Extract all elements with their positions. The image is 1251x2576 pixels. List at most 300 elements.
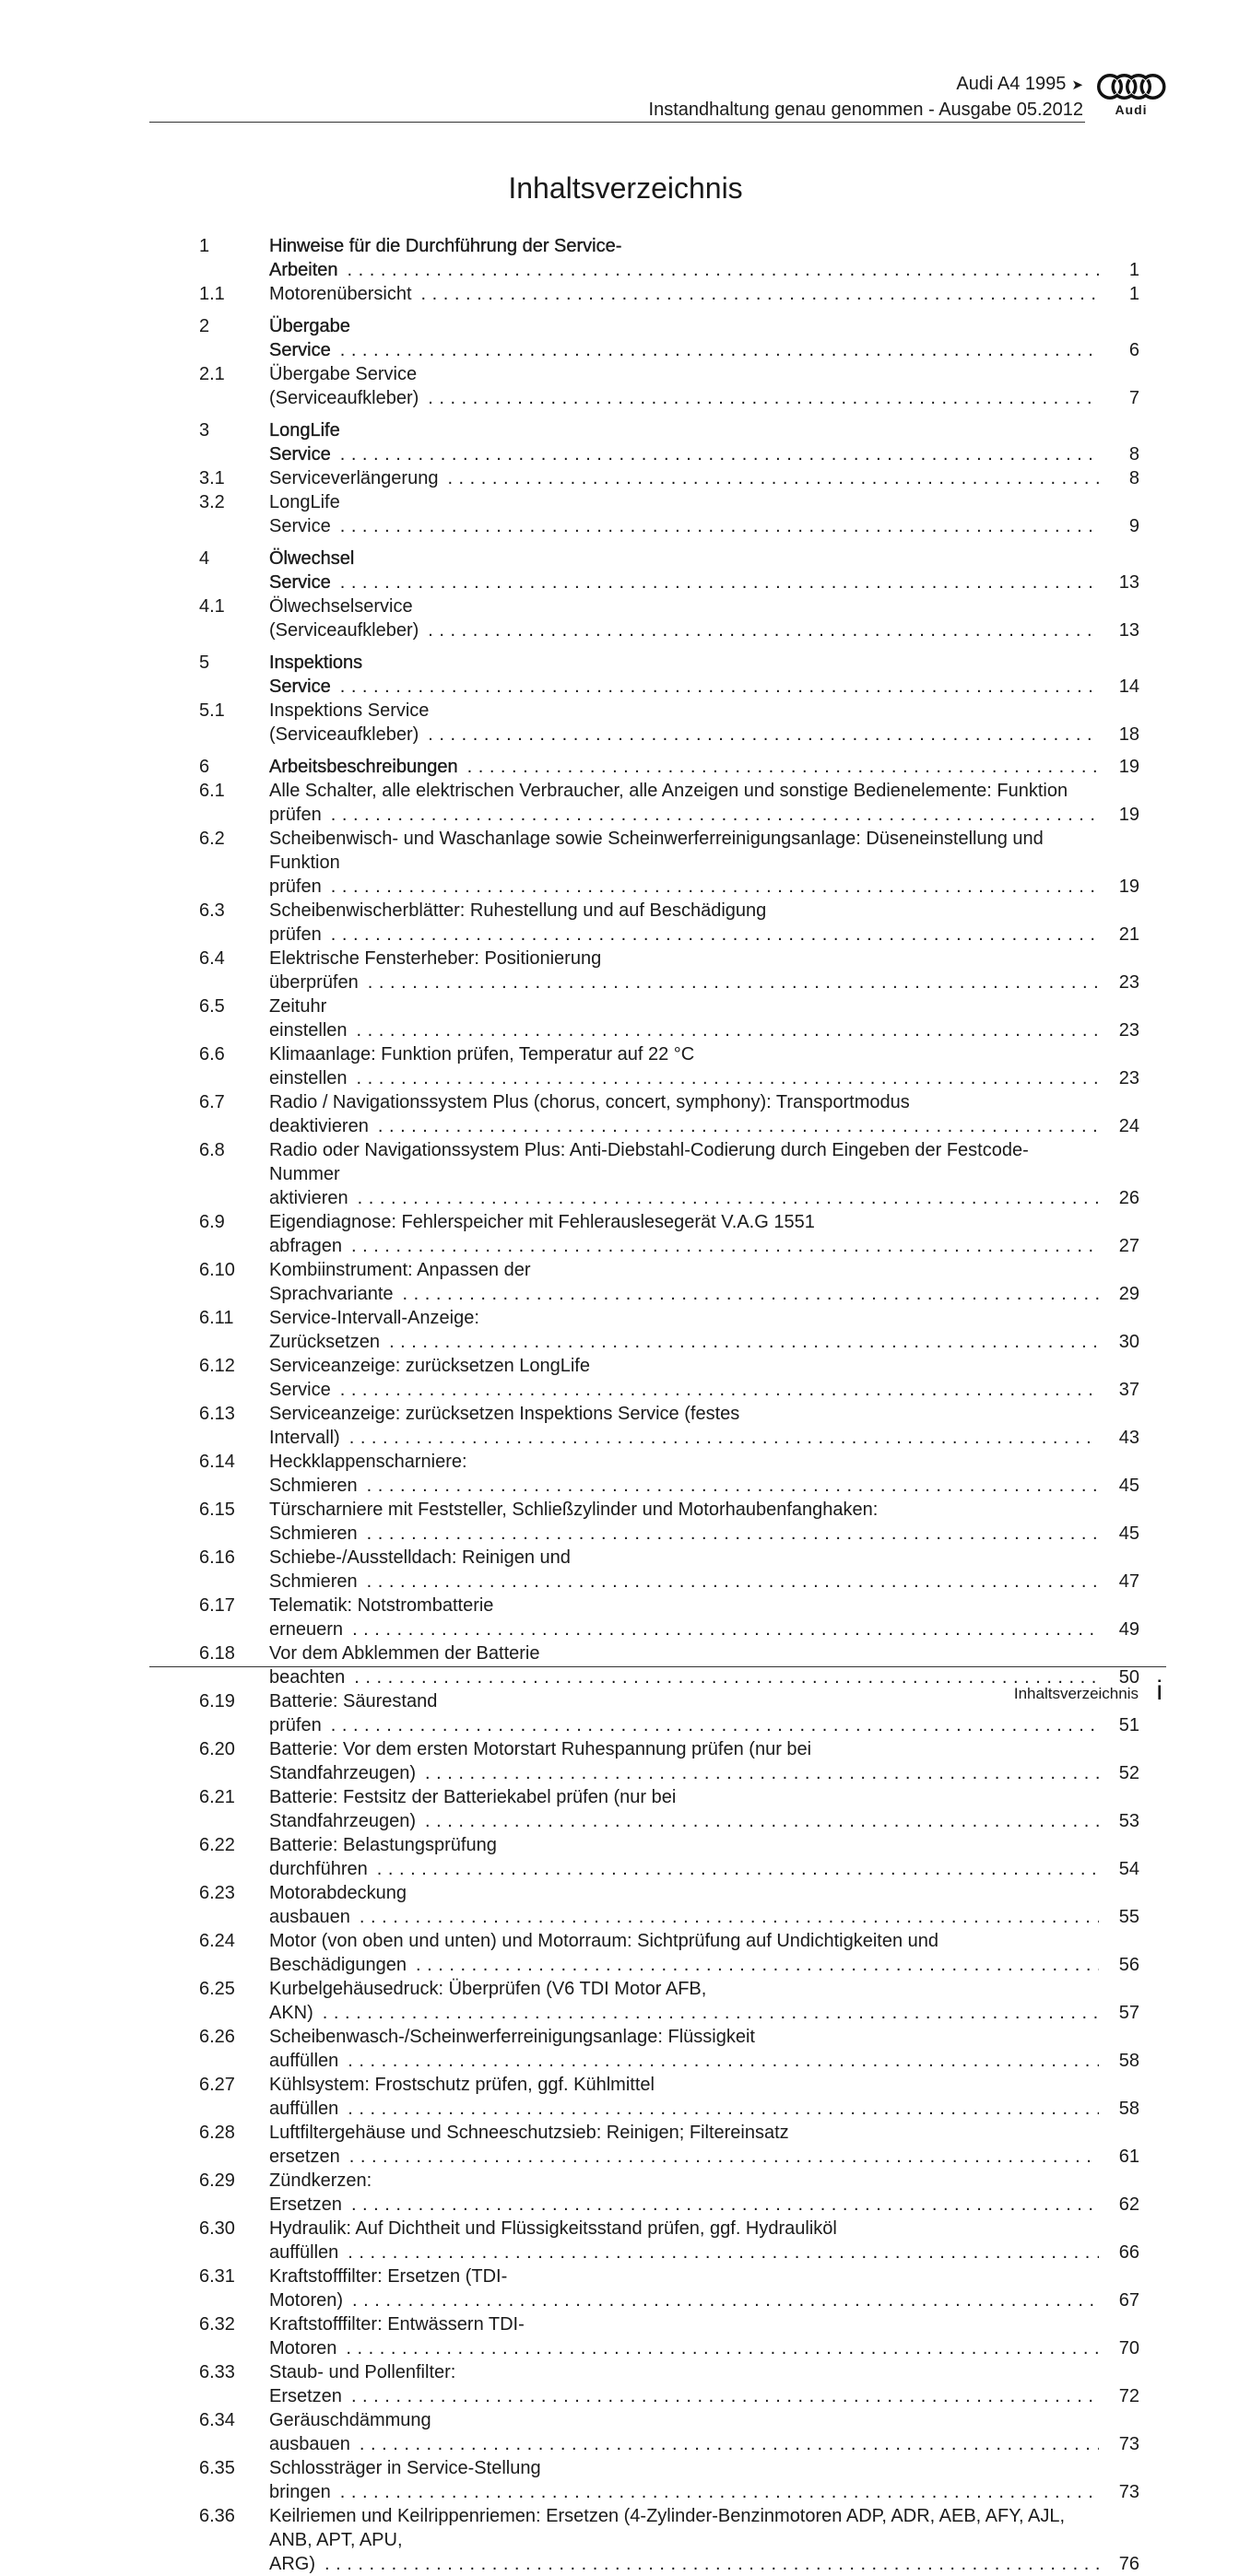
footer-label: Inhaltsverzeichnis — [1013, 1685, 1139, 1702]
toc-entry-number: 6.26 — [199, 2027, 235, 2047]
toc-entry-title-text: Schiebe-/Ausstelldach: Reinigen und Schmieren — [269, 1547, 571, 1592]
toc-entry[interactable] — [199, 466, 1139, 490]
toc-entry[interactable] — [199, 994, 1139, 1042]
toc-entry-body — [269, 2312, 1139, 2360]
toc-entry-body — [269, 651, 1139, 699]
toc-entry-title — [269, 1306, 1099, 1354]
toc-entry-number: 2 — [199, 316, 210, 336]
toc-entry-title-text: Zeituhr einstellen — [269, 996, 348, 1041]
page-title: Inhaltsverzeichnis — [508, 171, 743, 205]
toc-entry-body — [269, 1833, 1139, 1881]
toc-entry-number: 6.1 — [199, 781, 225, 801]
toc-entry-page: 1 — [1128, 284, 1139, 304]
toc-entry-number: 5 — [199, 653, 210, 673]
toc-entry-title — [269, 1546, 1099, 1594]
toc-entry-number: 6.30 — [199, 2218, 235, 2239]
toc-entry-number: 6 — [199, 757, 210, 777]
toc-entry-body — [269, 1641, 1139, 1689]
toc-entry-title-text: Motorenübersicht — [269, 284, 412, 304]
toc-entry-title-text: Kühlsystem: Frostschutz prüfen, ggf. Kühlmittel auffüllen — [269, 2075, 655, 2119]
toc-entry-number: 4 — [199, 548, 210, 569]
toc-entry-number: 6.3 — [199, 900, 225, 921]
toc-entry-title-text: Batterie: Vor dem ersten Motorstart Ruhespannung prüfen (nur bei Standfahrzeugen) — [269, 1739, 812, 1783]
toc-entry[interactable] — [199, 1977, 1139, 2025]
toc-entry-body — [269, 1210, 1139, 1258]
toc-entry[interactable] — [199, 1737, 1139, 1785]
toc-entry-number: 6.29 — [199, 2170, 235, 2191]
toc-entry-body — [269, 827, 1139, 899]
toc-entry-number: 6.16 — [199, 1547, 235, 1568]
toc-entry-title-text: Serviceanzeige: zurücksetzen LongLife Service — [269, 1356, 590, 1400]
toc-entry-body — [269, 1785, 1139, 1833]
toc-entry-title-text: Hydraulik: Auf Dichtheit und Flüssigkeitsstand prüfen, ggf. Hydrauliköl auffüllen — [269, 2218, 837, 2263]
toc-entry-body — [269, 282, 1139, 306]
toc-entry-number: 6.22 — [199, 1835, 235, 1855]
toc-entry-number: 6.9 — [199, 1212, 225, 1232]
toc-entry-number: 6.35 — [199, 2458, 235, 2478]
toc-entry-page: 21 — [1118, 924, 1139, 945]
header-model: Audi A4 1995 — [956, 74, 1067, 94]
toc-entry-page: 57 — [1118, 2003, 1139, 2023]
toc-entry-body — [269, 234, 1139, 282]
toc-entry-title — [269, 490, 1099, 538]
toc-entry-body — [269, 2169, 1139, 2217]
toc-entry-body — [269, 594, 1139, 642]
toc-entry-number: 6.13 — [199, 1404, 235, 1424]
toc-entry-title — [269, 994, 1099, 1042]
toc-entry-number: 6.4 — [199, 948, 225, 969]
toc-entry-page: 70 — [1118, 2338, 1139, 2358]
toc-entry-title-text: Übergabe Service (Serviceaufkleber) — [269, 364, 419, 408]
toc-entry-number: 6.21 — [199, 1787, 235, 1807]
toc-entry[interactable] — [199, 1833, 1139, 1881]
toc-entry-title-text: Batterie: Festsitz der Batteriekabel prüfen (nur bei Standfahrzeugen) — [269, 1787, 677, 1831]
toc-entry-title-text: Inspektions Service — [269, 653, 363, 697]
toc-entry-body — [269, 1258, 1139, 1306]
toc-entry-title-text: Alle Schalter, alle elektrischen Verbraucher, alle Anzeigen und sonstige Bedienelemente: Funktion prüfen — [269, 781, 1068, 825]
toc-entry-title-text: Serviceanzeige: zurücksetzen Inspektions Service (festes Intervall) — [269, 1404, 740, 1448]
toc-entry-number: 6.20 — [199, 1739, 235, 1759]
toc-entry-number: 6.33 — [199, 2362, 235, 2382]
toc-entry[interactable] — [199, 1641, 1139, 1689]
toc-entry-title-text: Ölwechsel Service — [269, 548, 355, 593]
toc-entry-number: 6.5 — [199, 996, 225, 1017]
toc-entry-body — [269, 1881, 1139, 1929]
toc-entry-title — [269, 651, 1099, 699]
toc-entry-page: 7 — [1128, 388, 1139, 408]
toc-entry-body — [269, 699, 1139, 747]
toc-entry[interactable] — [199, 1785, 1139, 1833]
toc-entry-title-text: LongLife Service — [269, 492, 340, 536]
toc-entry-title-text: Serviceverlängerung — [269, 468, 439, 488]
toc-entry[interactable] — [199, 2312, 1139, 2360]
toc-entry-page: 23 — [1118, 1020, 1139, 1041]
header-subtitle: Instandhaltung genau genommen - Ausgabe 05.2012 — [648, 100, 1083, 120]
toc-entry-number: 6.12 — [199, 1356, 235, 1376]
toc-entry-title-text: Geräuschdämmung ausbauen — [269, 2410, 431, 2454]
toc-entry[interactable] — [199, 755, 1139, 779]
toc-entry[interactable] — [199, 2073, 1139, 2121]
toc-entry-body — [269, 2408, 1139, 2456]
toc-entry-title-text: Hinweise für die Durchführung der Service-Arbeiten — [269, 236, 622, 280]
toc-entry-number: 3 — [199, 420, 210, 441]
toc-entry[interactable] — [199, 1929, 1139, 1977]
toc-entry-body — [269, 1042, 1139, 1090]
toc-entry-title — [269, 2408, 1099, 2456]
toc-entry-number: 6.15 — [199, 1500, 235, 1520]
toc-entry-number: 6.10 — [199, 1260, 235, 1280]
toc-entry-page: 6 — [1128, 340, 1139, 360]
toc-entry[interactable] — [199, 1042, 1139, 1090]
toc-entry-page: 58 — [1118, 2099, 1139, 2119]
header-divider — [149, 122, 1085, 123]
toc-entry-number: 1 — [199, 236, 210, 256]
toc-entry-body — [269, 2264, 1139, 2312]
toc-entry-number: 4.1 — [199, 596, 225, 617]
toc-entry-page: 19 — [1118, 805, 1139, 825]
toc-entry-page: 23 — [1118, 972, 1139, 993]
toc-entry-title — [269, 827, 1099, 899]
toc-entry-title — [269, 947, 1099, 994]
toc-entry-number: 6.36 — [199, 2506, 235, 2526]
footer-page-number: i — [1156, 1676, 1162, 1706]
toc-entry[interactable] — [199, 282, 1139, 306]
table-of-contents — [199, 234, 1139, 2576]
toc-entry-title-text: LongLife Service — [269, 420, 340, 465]
toc-entry-body — [269, 1689, 1139, 1737]
toc-entry-page: 62 — [1118, 2194, 1139, 2215]
toc-entry[interactable] — [199, 2408, 1139, 2456]
toc-entry-title-text: Übergabe Service — [269, 316, 350, 360]
toc-entry-body — [269, 994, 1139, 1042]
toc-entry-title-text: Keilriemen und Keilrippenriemen: Ersetzen (4-Zylinder-Benzinmotoren ADP, ADR, AEB, AFY, AJL, ANB, APT, APU, ARG) — [269, 2506, 1066, 2574]
toc-entry-body — [269, 755, 1139, 779]
toc-entry-title — [269, 1689, 1099, 1737]
toc-entry-page: 61 — [1118, 2147, 1139, 2167]
toc-entry-title-text: Scheibenwasch-/Scheinwerferreinigungsanlage: Flüssigkeit auffüllen — [269, 2027, 755, 2071]
toc-entry[interactable] — [199, 1881, 1139, 1929]
page-header — [149, 70, 1166, 125]
toc-entry-number: 6.27 — [199, 2075, 235, 2095]
toc-entry-body — [269, 1546, 1139, 1594]
toc-entry-title — [269, 779, 1099, 827]
toc-entry-title-text: Service-Intervall-Anzeige: Zurücksetzen — [269, 1308, 479, 1352]
toc-entry-title-text: Heckklappenscharniere: Schmieren — [269, 1452, 467, 1496]
toc-entry-number: 6.7 — [199, 1092, 225, 1112]
toc-entry-page: 19 — [1118, 757, 1139, 777]
toc-entry-number: 6.14 — [199, 1452, 235, 1472]
toc-entry-title — [269, 899, 1099, 947]
toc-entry-title — [269, 1641, 1099, 1689]
toc-entry-body — [269, 490, 1139, 538]
toc-entry-title — [269, 2121, 1099, 2169]
toc-entry-title — [269, 2456, 1099, 2504]
toc-entry-body — [269, 2121, 1139, 2169]
toc-entry-page: 37 — [1118, 1380, 1139, 1400]
toc-entry-title — [269, 1090, 1099, 1138]
toc-entry-number: 6.31 — [199, 2266, 235, 2287]
toc-entry[interactable] — [199, 2504, 1139, 2576]
toc-entry-number: 3.2 — [199, 492, 225, 512]
toc-entry[interactable] — [199, 1689, 1139, 1737]
toc-entry-body — [269, 2217, 1139, 2264]
toc-entry-title-text: Radio / Navigationssystem Plus (chorus, concert, symphony): Transportmodus deaktivieren — [269, 1092, 910, 1136]
toc-entry-title — [269, 2169, 1099, 2217]
toc-entry-title — [269, 1929, 1099, 1977]
toc-entry[interactable] — [199, 899, 1139, 947]
toc-entry[interactable] — [199, 2217, 1139, 2264]
toc-entry-page: 19 — [1118, 876, 1139, 897]
toc-entry[interactable] — [199, 1138, 1139, 1210]
toc-entry-page: 76 — [1118, 2554, 1139, 2574]
toc-entry-title — [269, 2025, 1099, 2073]
toc-entry-page: 55 — [1118, 1907, 1139, 1927]
toc-entry-page: 8 — [1128, 444, 1139, 465]
toc-entry-title — [269, 1977, 1099, 2025]
toc-entry-title-text: Batterie: Säurestand prüfen — [269, 1691, 438, 1735]
toc-entry-page: 47 — [1118, 1571, 1139, 1592]
logo-wordmark: Audi — [1115, 102, 1148, 117]
toc-entry-body — [269, 947, 1139, 994]
toc-entry-page: 51 — [1118, 1715, 1139, 1735]
toc-entry-title — [269, 466, 1099, 490]
header-text-block — [649, 72, 1083, 123]
toc-entry-page: 49 — [1118, 1619, 1139, 1640]
toc-entry[interactable] — [199, 1354, 1139, 1402]
toc-entry-title-text: Staub- und Pollenfilter: Ersetzen — [269, 2362, 456, 2406]
toc-entry-title-text: Kombiinstrument: Anpassen der Sprachvariante — [269, 1260, 531, 1304]
toc-entry-page: 45 — [1118, 1523, 1139, 1544]
toc-entry-page: 54 — [1118, 1859, 1139, 1879]
toc-entry-body — [269, 1306, 1139, 1354]
toc-entry-body — [269, 899, 1139, 947]
toc-entry-title — [269, 1138, 1099, 1210]
toc-entry[interactable] — [199, 234, 1139, 282]
toc-entry-body — [269, 779, 1139, 827]
toc-entry-page: 45 — [1118, 1476, 1139, 1496]
toc-entry-title-text: Batterie: Belastungsprüfung durchführen — [269, 1835, 497, 1879]
toc-entry-title — [269, 755, 1099, 779]
toc-entry-title-text: Kraftstofffilter: Entwässern TDI-Motoren — [269, 2314, 525, 2358]
toc-entry-title — [269, 1402, 1099, 1450]
toc-entry-page: 1 — [1128, 260, 1139, 280]
toc-entry-body — [269, 418, 1139, 466]
toc-entry-number: 6.25 — [199, 1979, 235, 1999]
toc-entry-number: 6.18 — [199, 1643, 235, 1664]
toc-entry[interactable] — [199, 2025, 1139, 2073]
toc-entry[interactable] — [199, 547, 1139, 594]
audi-rings-icon — [1096, 72, 1166, 101]
toc-entry-body — [269, 1929, 1139, 1977]
toc-entry[interactable] — [199, 2121, 1139, 2169]
toc-entry[interactable] — [199, 2456, 1139, 2504]
toc-entry-page: 9 — [1128, 516, 1139, 536]
toc-entry-body — [269, 466, 1139, 490]
toc-entry-page: 14 — [1118, 676, 1139, 697]
toc-entry-title — [269, 314, 1099, 362]
toc-entry-page: 24 — [1118, 1116, 1139, 1136]
toc-entry-body — [269, 2504, 1139, 2576]
toc-entry-page: 18 — [1118, 724, 1139, 745]
toc-entry-title — [269, 1737, 1099, 1785]
toc-entry-title — [269, 1354, 1099, 1402]
toc-entry-body — [269, 1594, 1139, 1641]
toc-entry-page: 30 — [1118, 1332, 1139, 1352]
toc-entry-title-text: Motorabdeckung ausbauen — [269, 1883, 407, 1927]
toc-entry-title-text: Telematik: Notstrombatterie erneuern — [269, 1595, 494, 1640]
toc-entry-number: 6.17 — [199, 1595, 235, 1616]
toc-entry[interactable] — [199, 651, 1139, 699]
toc-entry-body — [269, 2073, 1139, 2121]
toc-entry-body — [269, 2456, 1139, 2504]
toc-entry-body — [269, 1498, 1139, 1546]
toc-entry[interactable] — [199, 779, 1139, 827]
toc-entry-title — [269, 2217, 1099, 2264]
toc-entry-page: 67 — [1118, 2290, 1139, 2311]
toc-entry-title-text: Radio oder Navigationssystem Plus: Anti-Diebstahl-Codierung durch Eingeben der Festcode-Nummer aktivieren — [269, 1140, 1029, 1208]
toc-entry-title — [269, 2360, 1099, 2408]
toc-entry-title — [269, 282, 1099, 306]
toc-entry-title-text: Scheibenwisch- und Waschanlage sowie Scheinwerferreinigungsanlage: Düseneinstellung und Funktion prüfen — [269, 829, 1044, 897]
toc-entry-body — [269, 1090, 1139, 1138]
toc-entry[interactable] — [199, 1402, 1139, 1450]
toc-entry-title — [269, 1785, 1099, 1833]
toc-entry[interactable] — [199, 362, 1139, 410]
toc-entry[interactable] — [199, 2264, 1139, 2312]
toc-entry-title-text: Kurbelgehäusedruck: Überprüfen (V6 TDI Motor AFB, AKN) — [269, 1979, 707, 2023]
toc-entry[interactable] — [199, 1594, 1139, 1641]
toc-entry-title — [269, 2073, 1099, 2121]
toc-entry-number: 1.1 — [199, 284, 225, 304]
toc-entry-body — [269, 1354, 1139, 1402]
toc-entry-page: 58 — [1118, 2051, 1139, 2071]
toc-entry-page: 23 — [1118, 1068, 1139, 1088]
toc-entry-title-text: Motor (von oben und unten) und Motorraum: Sichtprüfung auf Undichtigkeiten und Beschädigungen — [269, 1931, 938, 1975]
toc-entry-page: 56 — [1118, 1955, 1139, 1975]
toc-entry-number: 6.11 — [199, 1308, 234, 1328]
toc-entry[interactable] — [199, 2169, 1139, 2217]
toc-entry-title-text: Vor dem Abklemmen der Batterie beachten — [269, 1643, 540, 1688]
toc-entry[interactable] — [199, 1306, 1139, 1354]
toc-entry-title — [269, 362, 1099, 410]
toc-entry-number: 6.6 — [199, 1044, 225, 1065]
toc-entry-body — [269, 362, 1139, 410]
toc-entry-title-text: Türscharniere mit Feststeller, Schließzylinder und Motorhaubenfanghaken: Schmieren — [269, 1500, 879, 1544]
toc-entry-body — [269, 1450, 1139, 1498]
toc-entry-page: 50 — [1118, 1667, 1139, 1688]
toc-entry-number: 6.19 — [199, 1691, 235, 1711]
toc-entry-number: 3.1 — [199, 468, 225, 488]
toc-entry-title — [269, 594, 1099, 642]
toc-entry-body — [269, 1138, 1139, 1210]
toc-entry-body — [269, 1737, 1139, 1785]
toc-entry[interactable] — [199, 2360, 1139, 2408]
toc-entry-title-text: Schlossträger in Service-Stellung bringen — [269, 2458, 541, 2502]
toc-entry-title — [269, 1042, 1099, 1090]
toc-entry-page: 13 — [1118, 572, 1139, 593]
toc-entry-title-text: Elektrische Fensterheber: Positionierung überprüfen — [269, 948, 602, 993]
toc-entry-number: 6.24 — [199, 1931, 235, 1951]
toc-entry-title — [269, 2264, 1099, 2312]
toc-entry[interactable] — [199, 490, 1139, 538]
toc-entry[interactable] — [199, 1546, 1139, 1594]
toc-entry-number: 6.32 — [199, 2314, 235, 2335]
toc-entry-number: 5.1 — [199, 700, 225, 721]
toc-entry[interactable] — [199, 699, 1139, 747]
toc-entry-page: 29 — [1118, 1284, 1139, 1304]
toc-entry[interactable] — [199, 947, 1139, 994]
toc-entry-body — [269, 314, 1139, 362]
toc-entry-title-text: Scheibenwischerblätter: Ruhestellung und auf Beschädigung prüfen — [269, 900, 767, 945]
toc-entry[interactable] — [199, 314, 1139, 362]
toc-entry-title-text: Luftfiltergehäuse und Schneeschutzsieb: Reinigen; Filtereinsatz ersetzen — [269, 2123, 789, 2167]
toc-entry[interactable] — [199, 1090, 1139, 1138]
toc-entry-title-text: Kraftstofffilter: Ersetzen (TDI-Motoren) — [269, 2266, 508, 2311]
arrow-right-icon: ➤ — [1071, 77, 1083, 93]
toc-entry-page: 13 — [1118, 620, 1139, 641]
toc-entry[interactable] — [199, 1258, 1139, 1306]
toc-entry-number: 6.23 — [199, 1883, 235, 1903]
audi-logo — [1096, 72, 1166, 120]
toc-entry-title-text: Klimaanlage: Funktion prüfen, Temperatur auf 22 °C einstellen — [269, 1044, 695, 1088]
toc-entry-title-text: Inspektions Service (Serviceaufkleber) — [269, 700, 430, 745]
toc-entry-title — [269, 547, 1099, 594]
toc-entry-title — [269, 1594, 1099, 1641]
toc-entry[interactable] — [199, 418, 1139, 466]
toc-entry-title — [269, 1210, 1099, 1258]
footer-divider — [149, 1666, 1166, 1667]
toc-entry-number: 6.2 — [199, 829, 225, 849]
toc-entry-title — [269, 1833, 1099, 1881]
toc-entry-title-text: Ölwechselservice (Serviceaufkleber) — [269, 596, 419, 641]
toc-entry-title — [269, 1881, 1099, 1929]
toc-entry-title-text: Eigendiagnose: Fehlerspeicher mit Fehlerauslesegerät V.A.G 1551 abfragen — [269, 1212, 815, 1256]
toc-entry-page: 26 — [1118, 1188, 1139, 1208]
toc-entry-page: 8 — [1128, 468, 1139, 488]
toc-entry-title — [269, 1498, 1099, 1546]
toc-entry-page: 27 — [1118, 1236, 1139, 1256]
toc-entry-title-text: Arbeitsbeschreibungen — [269, 757, 458, 777]
toc-entry-body — [269, 2025, 1139, 2073]
toc-entry-title — [269, 1258, 1099, 1306]
toc-entry-number: 6.8 — [199, 1140, 225, 1160]
toc-entry[interactable] — [199, 1498, 1139, 1546]
toc-entry[interactable] — [199, 827, 1139, 899]
toc-entry-number: 2.1 — [199, 364, 225, 384]
toc-entry-page: 73 — [1118, 2482, 1139, 2502]
toc-entry-page: 66 — [1118, 2242, 1139, 2263]
toc-entry[interactable] — [199, 1210, 1139, 1258]
toc-entry-page: 53 — [1118, 1811, 1139, 1831]
toc-entry[interactable] — [199, 1450, 1139, 1498]
toc-entry-title — [269, 699, 1099, 747]
toc-entry-body — [269, 1977, 1139, 2025]
toc-entry-title — [269, 2504, 1099, 2576]
toc-entry-number: 6.28 — [199, 2123, 235, 2143]
toc-entry-title — [269, 1450, 1099, 1498]
toc-entry-body — [269, 2360, 1139, 2408]
toc-entry-body — [269, 1402, 1139, 1450]
toc-entry-page: 43 — [1118, 1428, 1139, 1448]
toc-entry-title — [269, 418, 1099, 466]
toc-entry-number: 6.34 — [199, 2410, 235, 2430]
toc-entry-body — [269, 547, 1139, 594]
toc-entry[interactable] — [199, 594, 1139, 642]
header-model-line — [649, 72, 1083, 98]
toc-entry-title — [269, 2312, 1099, 2360]
toc-entry-page: 52 — [1118, 1763, 1139, 1783]
toc-entry-page: 72 — [1118, 2386, 1139, 2406]
